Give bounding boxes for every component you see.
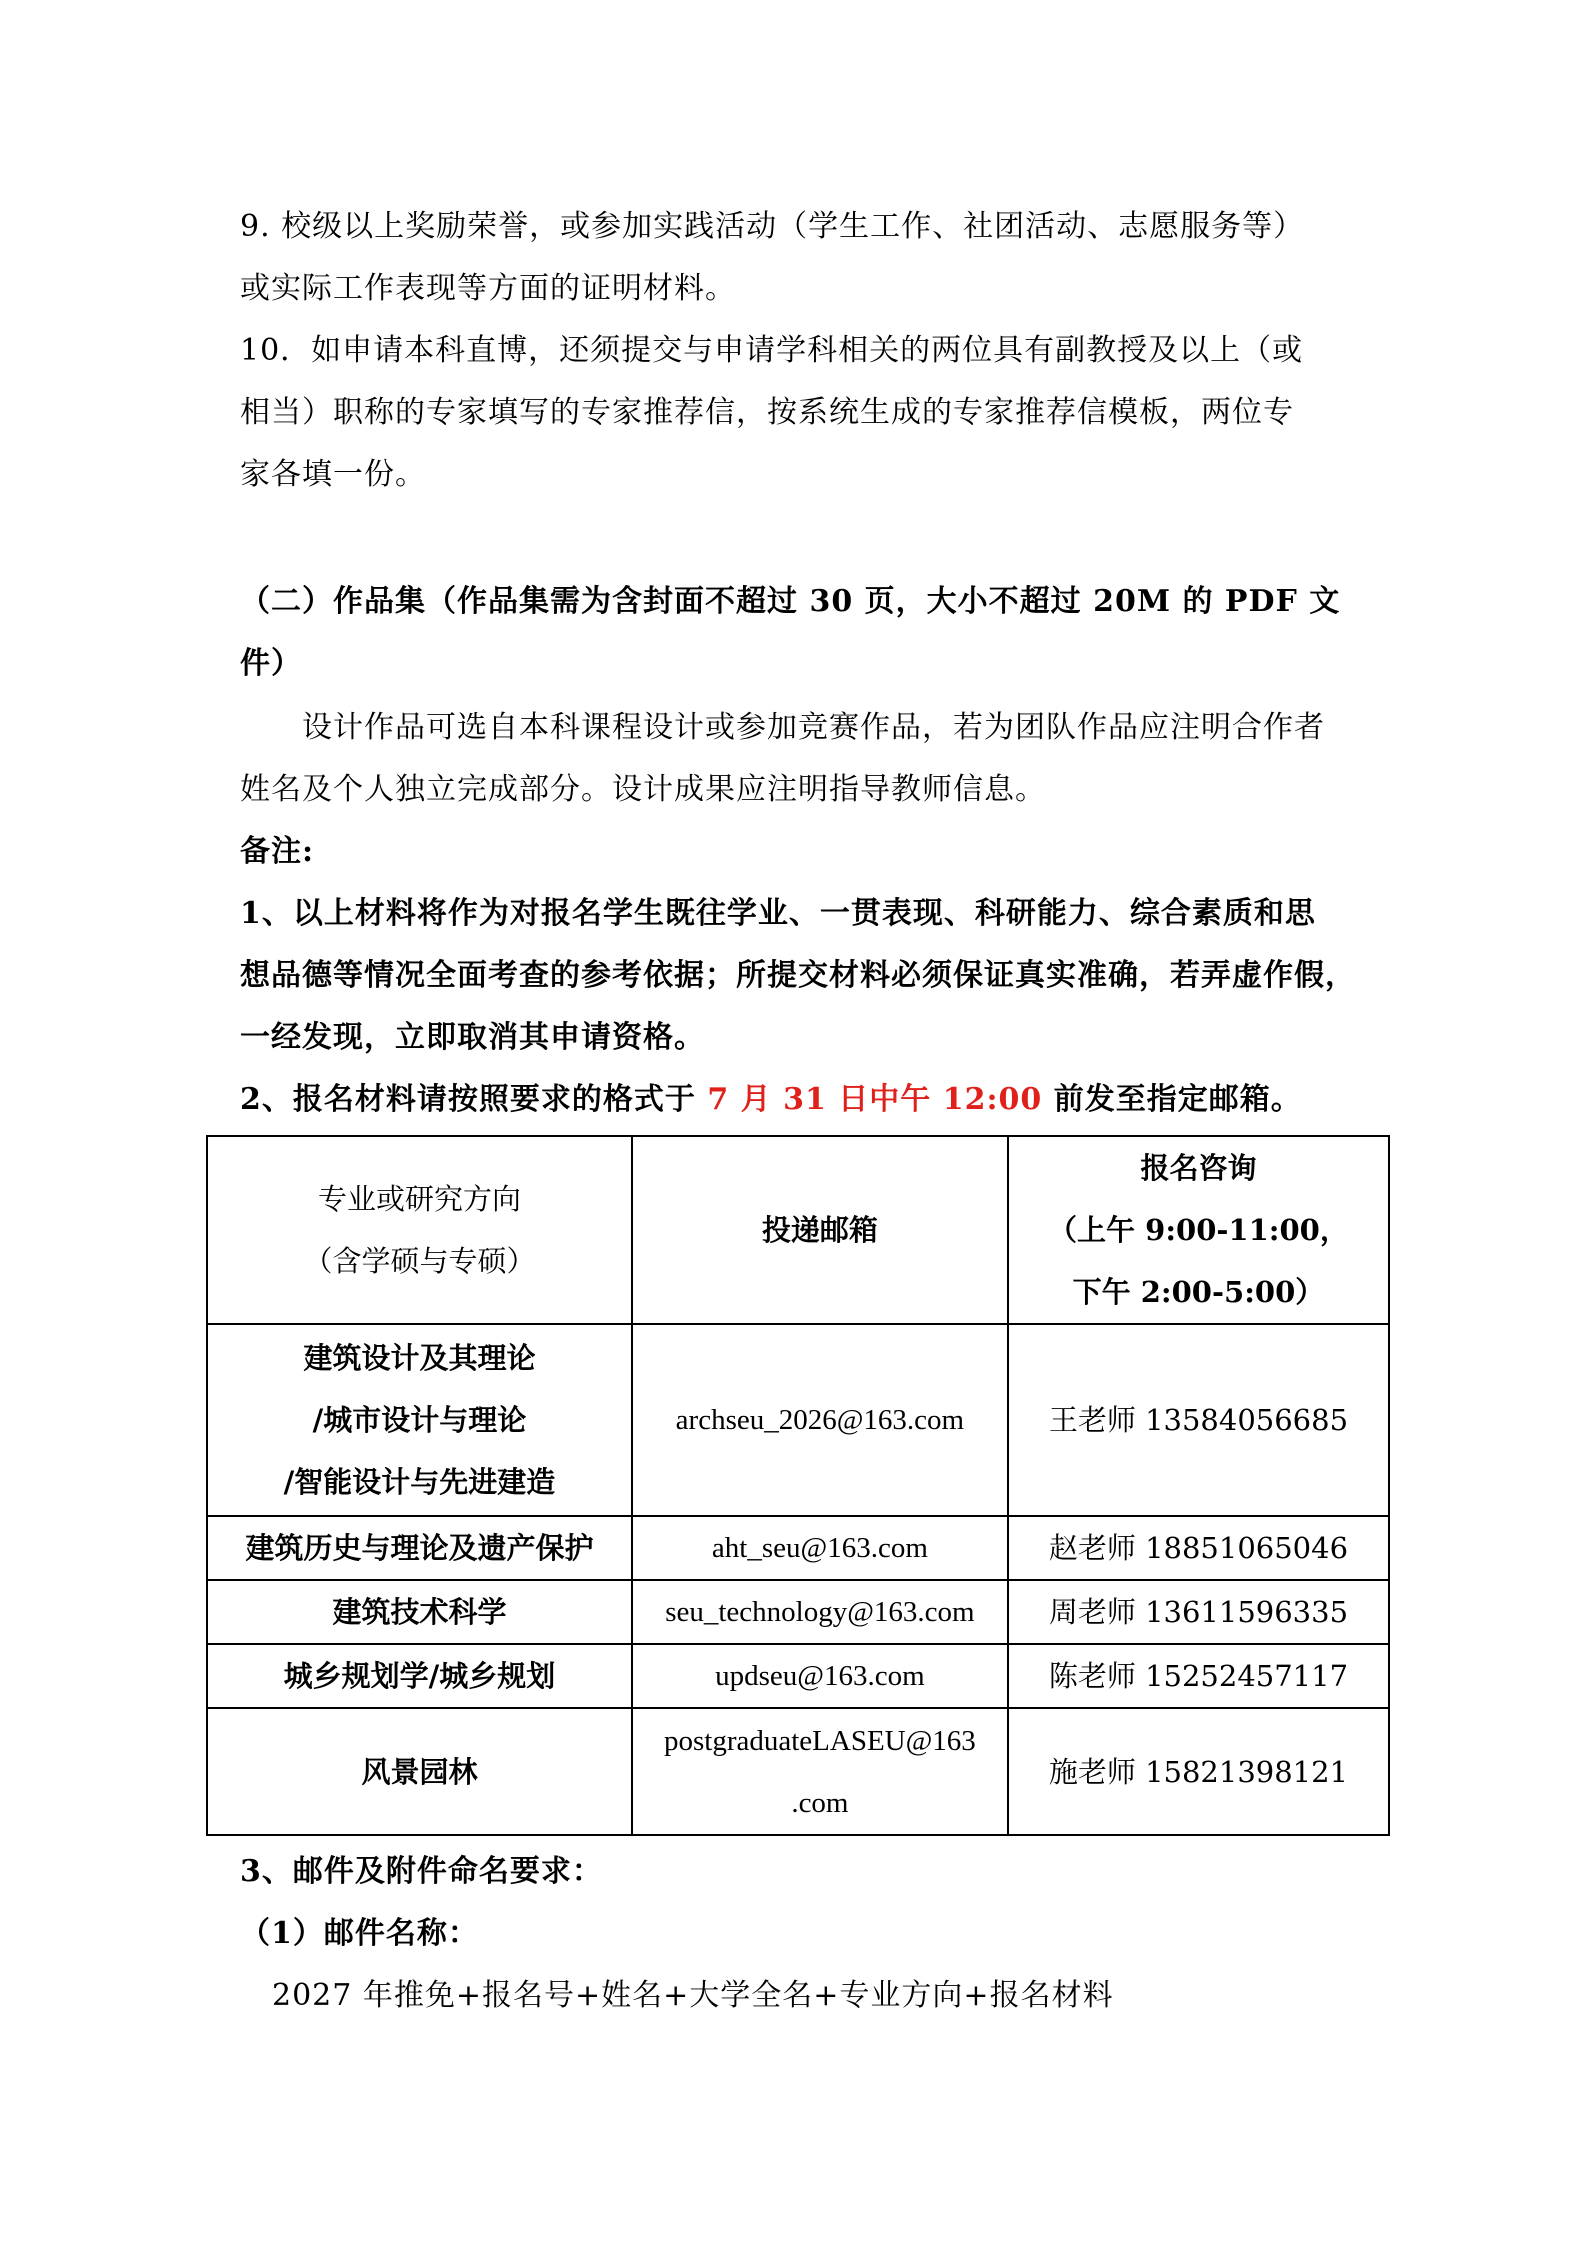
note-3-sub-1: （1）邮件名称：	[240, 1916, 479, 1951]
email-cell[interactable]: postgraduateLASEU@163 .com	[632, 1708, 1008, 1835]
portfolio-body-line-1: 设计作品可选自本科课程设计或参加竞赛作品，若为团队作品应注明合作者	[302, 710, 1325, 745]
item-10-line-1: 10．如申请本科直博，还须提交与申请学科相关的两位具有副教授及以上（或	[240, 333, 1304, 368]
notes-title: 备注:	[240, 834, 315, 869]
contact-cell: 周老师 13611596335	[1008, 1580, 1389, 1644]
note-2-deadline: 7 月 31 日中午 12:00	[707, 1082, 1043, 1117]
note-3: 3、邮件及附件命名要求：	[240, 1854, 603, 1889]
table-row	[207, 1580, 1389, 1644]
major-cell: 城乡规划学/城乡规划	[207, 1644, 632, 1708]
item-9-line-1: 9. 校级以上奖励荣誉，或参加实践活动（学生工作、社团活动、志愿服务等）	[240, 209, 1305, 244]
major-cell: 建筑技术科学	[207, 1580, 632, 1644]
email-cell[interactable]: updseu@163.com	[632, 1644, 1008, 1708]
note-2-prefix: 2、报名材料请按照要求的格式于	[240, 1082, 708, 1117]
item-10-line-2: 相当）职称的专家填写的专家推荐信，按系统生成的专家推荐信模板，两位专	[240, 395, 1294, 430]
table-row	[207, 1324, 1389, 1516]
contact-cell: 王老师 13584056685	[1008, 1324, 1389, 1516]
note-1-line-2: 想品德等情况全面考查的参考依据；所提交材料必须保证真实准确，若弄虚作假，	[240, 958, 1356, 993]
contacts-table	[206, 1135, 1390, 1836]
major-cell: 风景园林	[207, 1708, 632, 1835]
note-1-line-1: 1、以上材料将作为对报名学生既往学业、一贯表现、科研能力、综合素质和思	[240, 896, 1316, 931]
header-major: 专业或研究方向 （含学硕与专硕）	[207, 1136, 632, 1324]
item-9-line-2: 或实际工作表现等方面的证明材料。	[240, 271, 736, 306]
table-row	[207, 1708, 1389, 1835]
note-1-line-3: 一经发现，立即取消其申请资格。	[240, 1020, 705, 1055]
major-cell: 建筑历史与理论及遗产保护	[207, 1516, 632, 1580]
portfolio-heading-line-1: （二）作品集（作品集需为含封面不超过 30 页，大小不超过 20M 的 PDF 文	[240, 584, 1341, 619]
note-2-suffix: 前发至指定邮箱。	[1042, 1082, 1302, 1117]
email-cell[interactable]: aht_seu@163.com	[632, 1516, 1008, 1580]
major-cell: 建筑设计及其理论 /城市设计与理论 /智能设计与先进建造	[207, 1324, 632, 1516]
contact-cell: 施老师 15821398121	[1008, 1708, 1389, 1835]
email-cell[interactable]: archseu_2026@163.com	[632, 1324, 1008, 1516]
header-email: 投递邮箱	[632, 1136, 1008, 1324]
portfolio-body-line-2: 姓名及个人独立完成部分。设计成果应注明指导教师信息。	[240, 772, 1046, 807]
table-row	[207, 1644, 1389, 1708]
portfolio-heading-line-2: 件）	[240, 646, 302, 681]
contact-cell: 陈老师 15252457117	[1008, 1644, 1389, 1708]
table-header-row	[207, 1136, 1389, 1324]
email-cell[interactable]: seu_technology@163.com	[632, 1580, 1008, 1644]
header-contact: 报名咨询 （上午 9:00-11:00， 下午 2:00-5:00）	[1008, 1136, 1389, 1324]
email-subject-format: 2027 年推免+报名号+姓名+大学全名+专业方向+报名材料	[272, 1978, 1114, 2013]
note-2	[240, 1069, 1360, 1131]
table-row	[207, 1516, 1389, 1580]
item-10-line-3: 家各填一份。	[240, 457, 426, 492]
contact-cell: 赵老师 18851065046	[1008, 1516, 1389, 1580]
